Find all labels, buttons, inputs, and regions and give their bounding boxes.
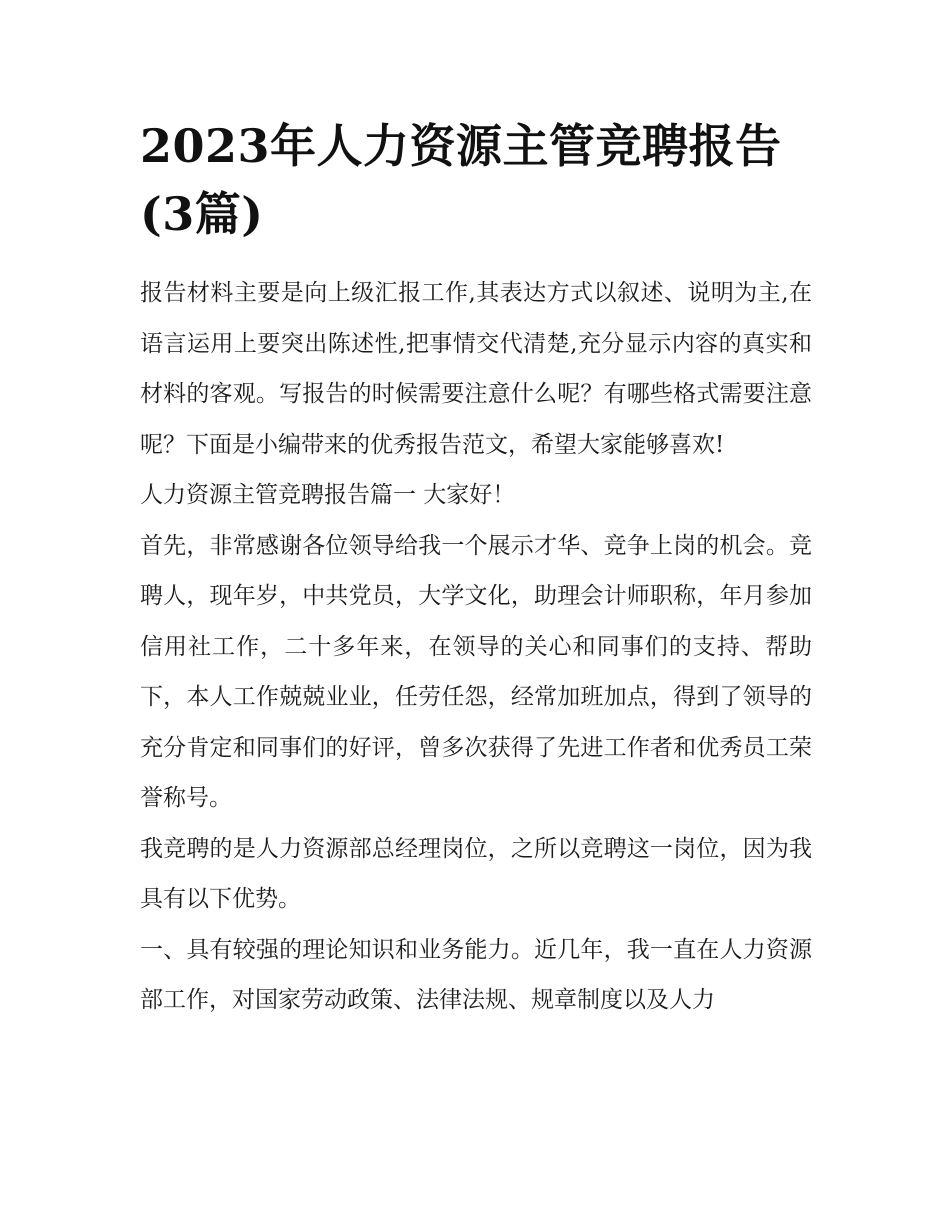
document-title: 2023年人力资源主管竞聘报告(3篇) bbox=[140, 119, 782, 241]
intro-paragraph: 报告材料主要是向上级汇报工作,其表达方式以叙述、说明为主,在语言运用上要突出陈述性,把事情交代清楚,充分显示内容的真实和材料的客观。写报告的时候需要注意什么呢？有哪些格式需要注意呢？下面是小编带来的优秀报告范文，希望大家能够喜欢! bbox=[140, 280, 812, 458]
section-heading-paragraph: 人力资源主管竞聘报告篇一 大家好！ bbox=[140, 482, 516, 508]
body-paragraph-position: 我竞聘的是人力资源部总经理岗位，之所以竞聘这一岗位，因为我具有以下优势。 bbox=[140, 835, 812, 912]
document-body bbox=[140, 112, 812, 1026]
body-paragraph-thanks: 首先，非常感谢各位领导给我一个展示才华、竞争上岗的机会。竞聘人，现年岁，中共党员，大学文化，助理会计师职称，年月参加信用社工作，二十多年来，在领导的关心和同事们的支持、帮助下，本人工作兢兢业业，任劳任怨，经常加班加点，得到了领导的充分肯定和同事们的好评，曾多次获得了先进工作者和优秀员工荣誉称号。 bbox=[140, 532, 812, 811]
body-paragraph-advantage-one: 一、具有较强的理论知识和业务能力。近几年，我一直在人力资源部工作，对国家劳动政策、法律法规、规章制度以及人力 bbox=[140, 936, 812, 1013]
